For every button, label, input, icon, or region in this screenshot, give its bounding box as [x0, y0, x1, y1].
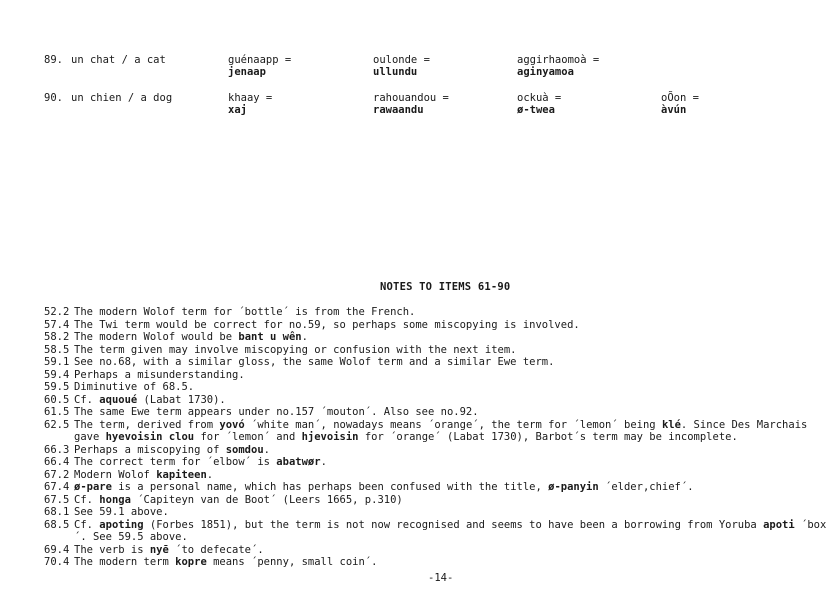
note-segment: for ´orange´ (Labat 1730), Barbot´s term may be incomplete. — [358, 431, 738, 443]
item-number: 89. — [44, 54, 63, 66]
note-term: apoti — [763, 518, 795, 531]
akan-entry — [517, 54, 599, 78]
note-row — [44, 506, 804, 519]
note-ref: 58.5 — [44, 343, 70, 356]
note-ref: 59.1 — [44, 356, 70, 368]
note-text — [74, 419, 827, 444]
modern-term: àvún — [661, 104, 687, 116]
modern-term: jenaap — [228, 66, 266, 78]
note-segment: (Labat 1730). — [137, 393, 226, 406]
note-text — [74, 406, 479, 419]
notes-heading: NOTES TO ITEMS 61-90 — [380, 281, 511, 293]
note-term: nyē — [149, 543, 169, 556]
note-row — [44, 494, 804, 507]
modern-term: ullundu — [373, 66, 418, 78]
note-row — [44, 406, 804, 419]
note-segment: . — [263, 443, 270, 456]
note-text — [74, 369, 245, 382]
note-segment: . — [301, 331, 308, 343]
note-text — [74, 306, 415, 319]
note-segment: (Forbes 1851), but the term is not now recognised and seems to have been a borrowing from Yoruba — [143, 518, 764, 531]
wolof-entry — [228, 54, 291, 78]
note-term: klé — [661, 418, 681, 431]
note-text — [74, 444, 270, 457]
note-text — [74, 456, 327, 469]
note-ref: 57.4 — [44, 318, 70, 331]
note-segment: . — [320, 456, 327, 468]
note-term: ø-pare — [74, 481, 112, 493]
note-ref: 61.5 — [44, 406, 70, 418]
note-ref: 60.5 — [44, 393, 70, 406]
note-ref: 66.3 — [44, 443, 70, 456]
note-segment: The verb is — [74, 543, 150, 556]
note-ref: 67.2 — [44, 468, 70, 481]
note-segment: Cf. — [74, 493, 100, 506]
note-segment: The same Ewe term appears under no.157 ´mouton´. Also see no.92. — [74, 406, 479, 418]
original-term: aggirhaomoà = — [517, 54, 600, 66]
note-segment: The modern term — [74, 556, 176, 568]
original-term: rahouandou = — [373, 92, 449, 104]
note-row — [44, 481, 804, 494]
note-term: honga — [99, 493, 131, 506]
note-segment: Perhaps a misunderstanding. — [74, 368, 245, 381]
note-segment: means ´penny, small coin´. — [206, 556, 378, 568]
note-text — [74, 331, 308, 344]
note-term: kopre — [175, 556, 207, 568]
note-segment: ´Capiteyn van de Boot´ (Leers 1665, p.310) — [130, 493, 403, 506]
note-term: abatwør — [276, 456, 321, 468]
note-segment: The Twi term would be correct for no.59, so perhaps some miscopying is involved. — [74, 318, 580, 331]
note-term: bant u wên — [238, 331, 302, 343]
note-term: somdou — [225, 443, 264, 456]
note-ref: 69.4 — [44, 543, 70, 556]
note-segment: Diminutive of 68.5. — [74, 381, 195, 393]
note-term: yovó — [219, 418, 245, 431]
note-segment: . — [206, 468, 214, 481]
note-segment: See no.68, with a similar gloss, the same Wolof term and a similar Ewe term. — [74, 356, 555, 368]
note-row — [44, 544, 804, 557]
item-number: 90. — [44, 92, 63, 104]
note-ref: 58.2 — [44, 331, 70, 343]
note-segment: for ´lemon´ and — [194, 431, 302, 443]
note-term: apoting — [99, 518, 144, 531]
note-row — [44, 319, 804, 332]
original-term: oulonde = — [373, 54, 430, 66]
akan-entry — [517, 92, 561, 116]
note-segment: ´elder,chief´. — [598, 481, 694, 493]
note-row — [44, 456, 804, 469]
note-ref: 67.4 — [44, 481, 70, 493]
note-text — [74, 381, 194, 394]
note-row — [44, 331, 804, 344]
note-segment: ´box´. See 59.5 above. — [74, 518, 827, 543]
note-segment: is a personal name, which has perhaps been confused with the title, — [111, 481, 549, 493]
note-ref: 59.4 — [44, 368, 70, 381]
note-segment: Perhaps a miscopying of — [74, 443, 226, 456]
original-term: oÕon = — [661, 92, 699, 104]
modern-term: ø-twea — [517, 104, 555, 116]
note-text — [74, 544, 264, 557]
note-text — [74, 469, 213, 482]
serer-entry — [373, 54, 430, 78]
item-gloss: un chien / a dog — [71, 92, 173, 104]
serer-entry — [373, 92, 449, 116]
wolof-entry — [228, 92, 272, 116]
note-text — [74, 344, 517, 357]
note-text — [74, 356, 554, 369]
modern-term: rawaandu — [373, 104, 424, 116]
note-term: hyevoisin clou — [105, 431, 195, 443]
note-row — [44, 394, 804, 407]
ewe-entry — [661, 92, 699, 116]
item-gloss: un chat / a cat — [71, 54, 166, 66]
modern-term: aginyamoa — [517, 66, 574, 78]
note-segment: The term, derived from — [74, 418, 220, 431]
note-row — [44, 469, 804, 482]
note-segment: ´white man´, nowadays means ´orange´, the term for ´lemon´ being — [244, 418, 662, 431]
modern-term: xaj — [228, 104, 247, 116]
note-ref: 66.4 — [44, 456, 70, 468]
note-row — [44, 369, 804, 382]
original-term: ockuà = — [517, 92, 562, 104]
note-segment: The correct term for ´elbow´ is — [74, 456, 277, 468]
note-ref: 70.4 — [44, 556, 70, 568]
note-text — [74, 481, 694, 494]
note-text — [74, 394, 226, 407]
note-row — [44, 518, 827, 544]
note-segment: Cf. — [74, 518, 100, 531]
note-term: aquoué — [99, 393, 138, 406]
note-ref: 59.5 — [44, 381, 70, 393]
note-text — [74, 494, 403, 507]
note-ref: 62.5 — [44, 418, 70, 431]
note-ref: 67.5 — [44, 493, 70, 506]
original-term: guénaapp = — [228, 54, 292, 66]
note-ref: 68.1 — [44, 506, 70, 518]
note-segment: ´to defecate´. — [168, 543, 264, 556]
note-row — [44, 381, 804, 394]
note-row — [44, 444, 804, 457]
note-segment: The modern Wolof term for ´bottle´ is from the French. — [74, 306, 416, 318]
note-term: ø-panyin — [548, 481, 599, 493]
note-row — [44, 344, 804, 357]
note-segment: See 59.1 above. — [74, 506, 169, 518]
note-ref: 68.5 — [44, 518, 70, 531]
original-term: khaay = — [228, 92, 273, 104]
note-ref: 52.2 — [44, 306, 70, 318]
note-row — [44, 306, 804, 319]
note-segment: The term given may involve miscopying or confusion with the next item. — [74, 343, 517, 356]
note-text — [74, 519, 827, 544]
page-number: -14- — [428, 572, 454, 584]
note-segment: The modern Wolof would be — [74, 331, 239, 343]
notes-list — [44, 306, 827, 569]
note-term: kapiteen — [156, 468, 207, 481]
note-text — [74, 319, 580, 332]
note-row — [44, 556, 804, 569]
note-segment: . Since Des Marchais gave — [74, 418, 808, 443]
note-text — [74, 556, 377, 569]
note-row — [44, 356, 804, 369]
note-row — [44, 418, 808, 444]
note-term: hjevoisin — [301, 431, 359, 443]
note-segment: Modern Wolof — [74, 468, 157, 481]
note-text — [74, 506, 169, 519]
note-segment: Cf. — [74, 393, 100, 406]
